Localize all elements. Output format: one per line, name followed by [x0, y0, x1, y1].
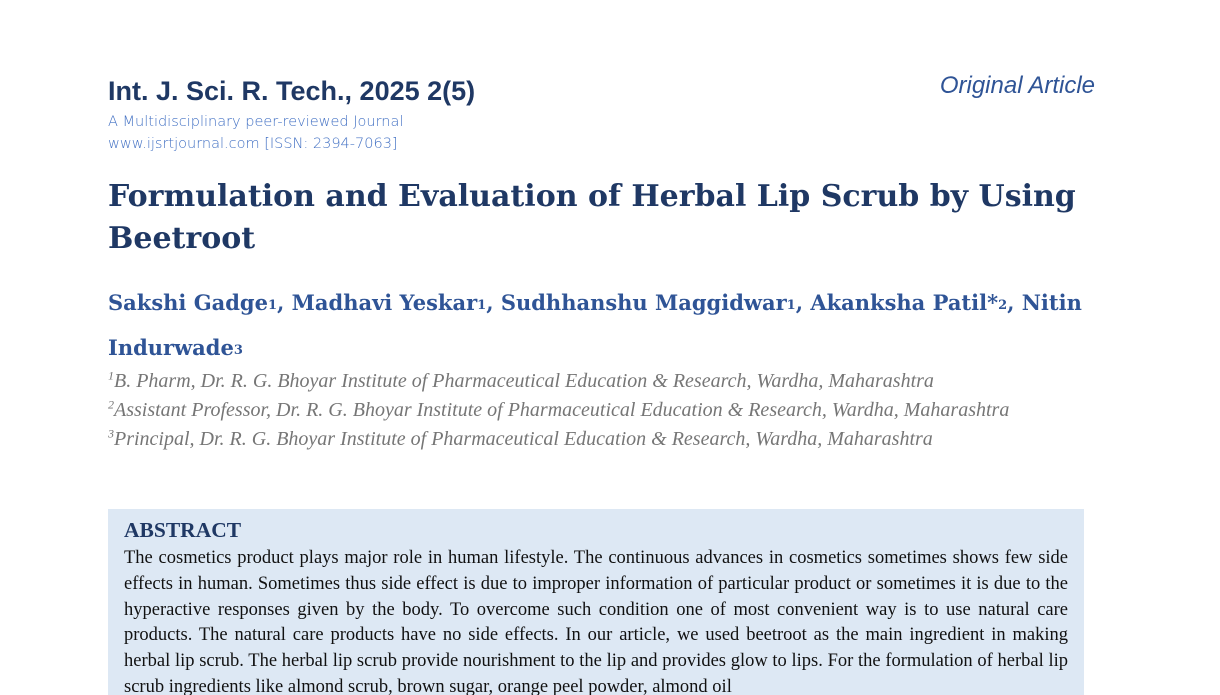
author[interactable] [501, 290, 796, 315]
author-list [108, 282, 1098, 372]
affiliation-mark: 1 [108, 368, 114, 383]
affiliation-list [108, 367, 1098, 454]
affiliation-text: Assistant Professor, Dr. R. G. Bhoyar Institute of Pharmaceutical Education & Research, Wardha, Maharashtra [114, 399, 1010, 421]
affiliation-text: Principal, Dr. R. G. Bhoyar Institute of Pharmaceutical Education & Research, Wardha, Maharashtra [114, 428, 933, 450]
author-name: Sakshi Gadge [108, 290, 268, 315]
affiliation [108, 396, 1098, 425]
author[interactable] [292, 290, 487, 315]
author[interactable] [108, 290, 277, 315]
journal-tagline: A Multidisciplinary peer-reviewed Journal [108, 114, 404, 130]
article-type-label: Original Article [939, 72, 1095, 99]
abstract-heading: ABSTRACT [124, 518, 242, 542]
author-name: Akanksha Patil* [810, 290, 999, 315]
author-name: Madhavi Yeskar [291, 290, 478, 315]
journal-title: Int. J. Sci. R. Tech., 2025 2(5) [108, 76, 476, 106]
author-separator: , [277, 290, 292, 315]
author-affiliation-mark: 2 [998, 298, 1008, 313]
author-separator: , [795, 290, 811, 315]
abstract-box [108, 509, 1084, 695]
affiliation-mark: 2 [108, 397, 114, 412]
journal-website-issn: www.ijsrtjournal.com [ISSN: 2394-7063] [108, 136, 398, 152]
author-name: Nitin Indurwade [108, 290, 1082, 360]
affiliation-mark: 3 [108, 426, 114, 441]
article-title: Formulation and Evaluation of Herbal Lip Scrub by Using Beetroot [108, 179, 1076, 256]
affiliation [108, 367, 1098, 396]
affiliation-text: B. Pharm, Dr. R. G. Bhoyar Institute of Pharmaceutical Education & Research, Wardha, Maharashtra [114, 370, 934, 392]
abstract-body: The cosmetics product plays major role in human lifestyle. The continuous advances in cosmetics sometimes shows few side effects in human. Sometimes thus side effect is due to improper information of particular product or sometimes it is due to the hyperactive responses given by the body. To overcome such condition one of most convenient way is to use natural care products. The natural care products have no side effects. In our article, we used beetroot as the main ingredient in making herbal lip scrub. The herbal lip scrub provide nourishment to the lip and provides glow to lips. For the formulation of herbal lip scrub ingredients like almond scrub, brown sugar, orange peel powder, almond oil [124, 548, 1068, 695]
author-affiliation-mark: 3 [233, 343, 243, 358]
author-separator: , [486, 290, 501, 315]
author-name: Sudhhanshu Maggidwar [500, 290, 787, 315]
author[interactable] [810, 290, 1007, 315]
author-affiliation-mark: 1 [477, 298, 487, 313]
affiliation [108, 425, 1098, 454]
author-separator: , [1007, 290, 1022, 315]
author-affiliation-mark: 1 [786, 298, 796, 313]
author-affiliation-mark: 1 [267, 298, 278, 313]
